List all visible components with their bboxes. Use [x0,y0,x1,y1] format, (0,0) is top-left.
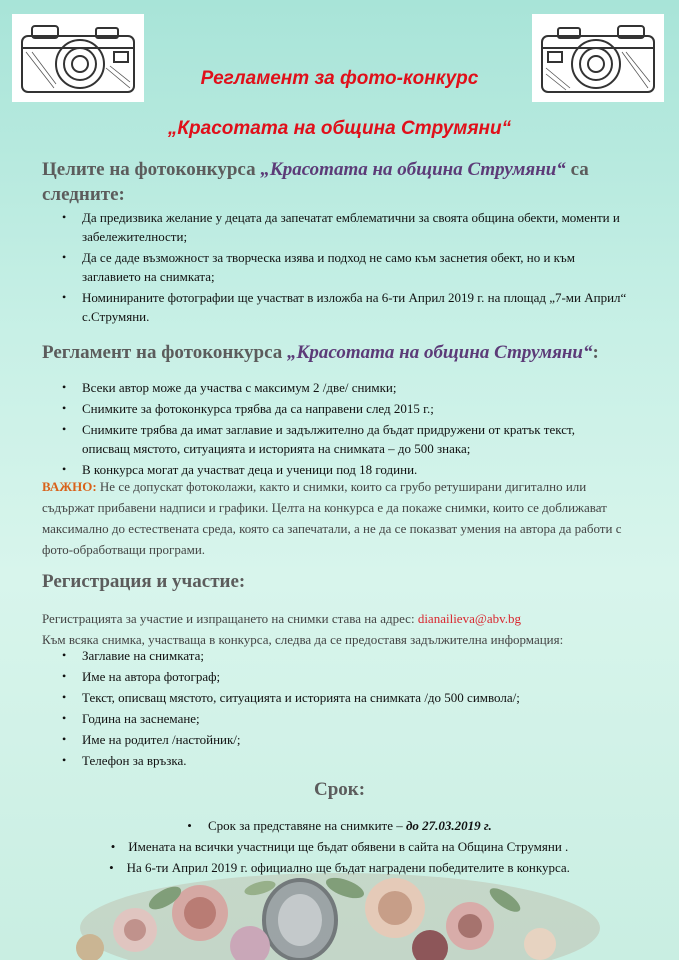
rules-list [42,378,662,481]
registration-heading: Регистрация и участие: [42,571,246,592]
camera-illustration-left [10,12,146,104]
list-item: • Всеки автор може да участва с максимум 2 /две/ снимки; [42,378,662,397]
rules-heading: Регламент на фотоконкурса „Красотата на община Струмяни“: [42,342,599,363]
list-item: • Снимките за фотоконкурса трябва да са направени след 2015 г.; [42,399,662,418]
list-item: • Да се даде възможност за творческа изява и подход не само към заснетия обект, но и към заглавието на снимката; [42,248,662,286]
list-item: • Срок за представяне на снимките – до 27.03.2019 г. [187,818,492,833]
list-item: • В конкурса могат да участват деца и ученици под 18 години. [42,460,662,479]
registration-list [42,646,662,772]
list-item: • Имената на всички участници ще бъдат обявени в сайта на Община Струмяни . [110,839,569,854]
list-item: • Снимките трябва да имат заглавие и задължително да бъдат придружени от кратък текст, описващ мястото, ситуацията и историята на снимката – до 500 знака; [42,420,662,458]
important-note: ВАЖНО: Не се допускат фотоколажи, както и снимки, които са грубо ретуширани дигитално или съдържат прибавени надписи и графики. Целта на конкурса е да покаже снимки, които се доближават максимално до естествената среда, която са запечатали, а не да се показват умения на автора да работи с фото-обработващи програми. [42,479,622,557]
list-item: • Номинираните фотографии ще участват в изложба на 6-ти Април 2019 г. на площад „7-ми Април“ с.Струмяни. [42,288,662,326]
list-item: • Име на автора фотограф; [42,667,662,686]
list-item: • На 6-ти Април 2019 г. официално ще бъдат наградени победителите в конкурса. [109,860,570,875]
document-subtitle: „Красотата на община Струмяни“ [167,118,512,139]
registration-intro: Регистрацията за участие и изпращането на снимки става на адрес: dianailieva@abv.bg Към всяка снимка, участваща в конкурса, следва да се предоставя задължителна информация: [42,611,564,647]
goals-list [42,208,662,328]
goals-heading: Целите на фотоконкурса „Красотата на община Струмяни“ са [42,159,589,180]
list-item: • Заглавие на снимката; [42,646,662,665]
deadline-heading: Срок: [313,779,366,800]
email-link[interactable]: dianailieva@abv.bg [417,611,521,626]
list-item: • Година на заснемане; [42,709,662,728]
list-item: • Текст, описващ мястото, ситуацията и историята на снимката /до 500 символа/; [42,688,662,707]
important-label: ВАЖНО: [42,479,97,494]
goals-heading-line2: следните: [42,184,125,205]
document-title: Регламент за фото-конкурс [200,68,479,89]
floral-decoration [0,858,679,960]
list-item: • Да предизвика желание у децата да запечатат емблематични за своята община обекти, моменти и забележителности; [42,208,662,246]
list-item: • Телефон за връзка. [42,751,662,770]
camera-illustration-right [530,12,666,104]
list-item: • Име на родител /настойник/; [42,730,662,749]
